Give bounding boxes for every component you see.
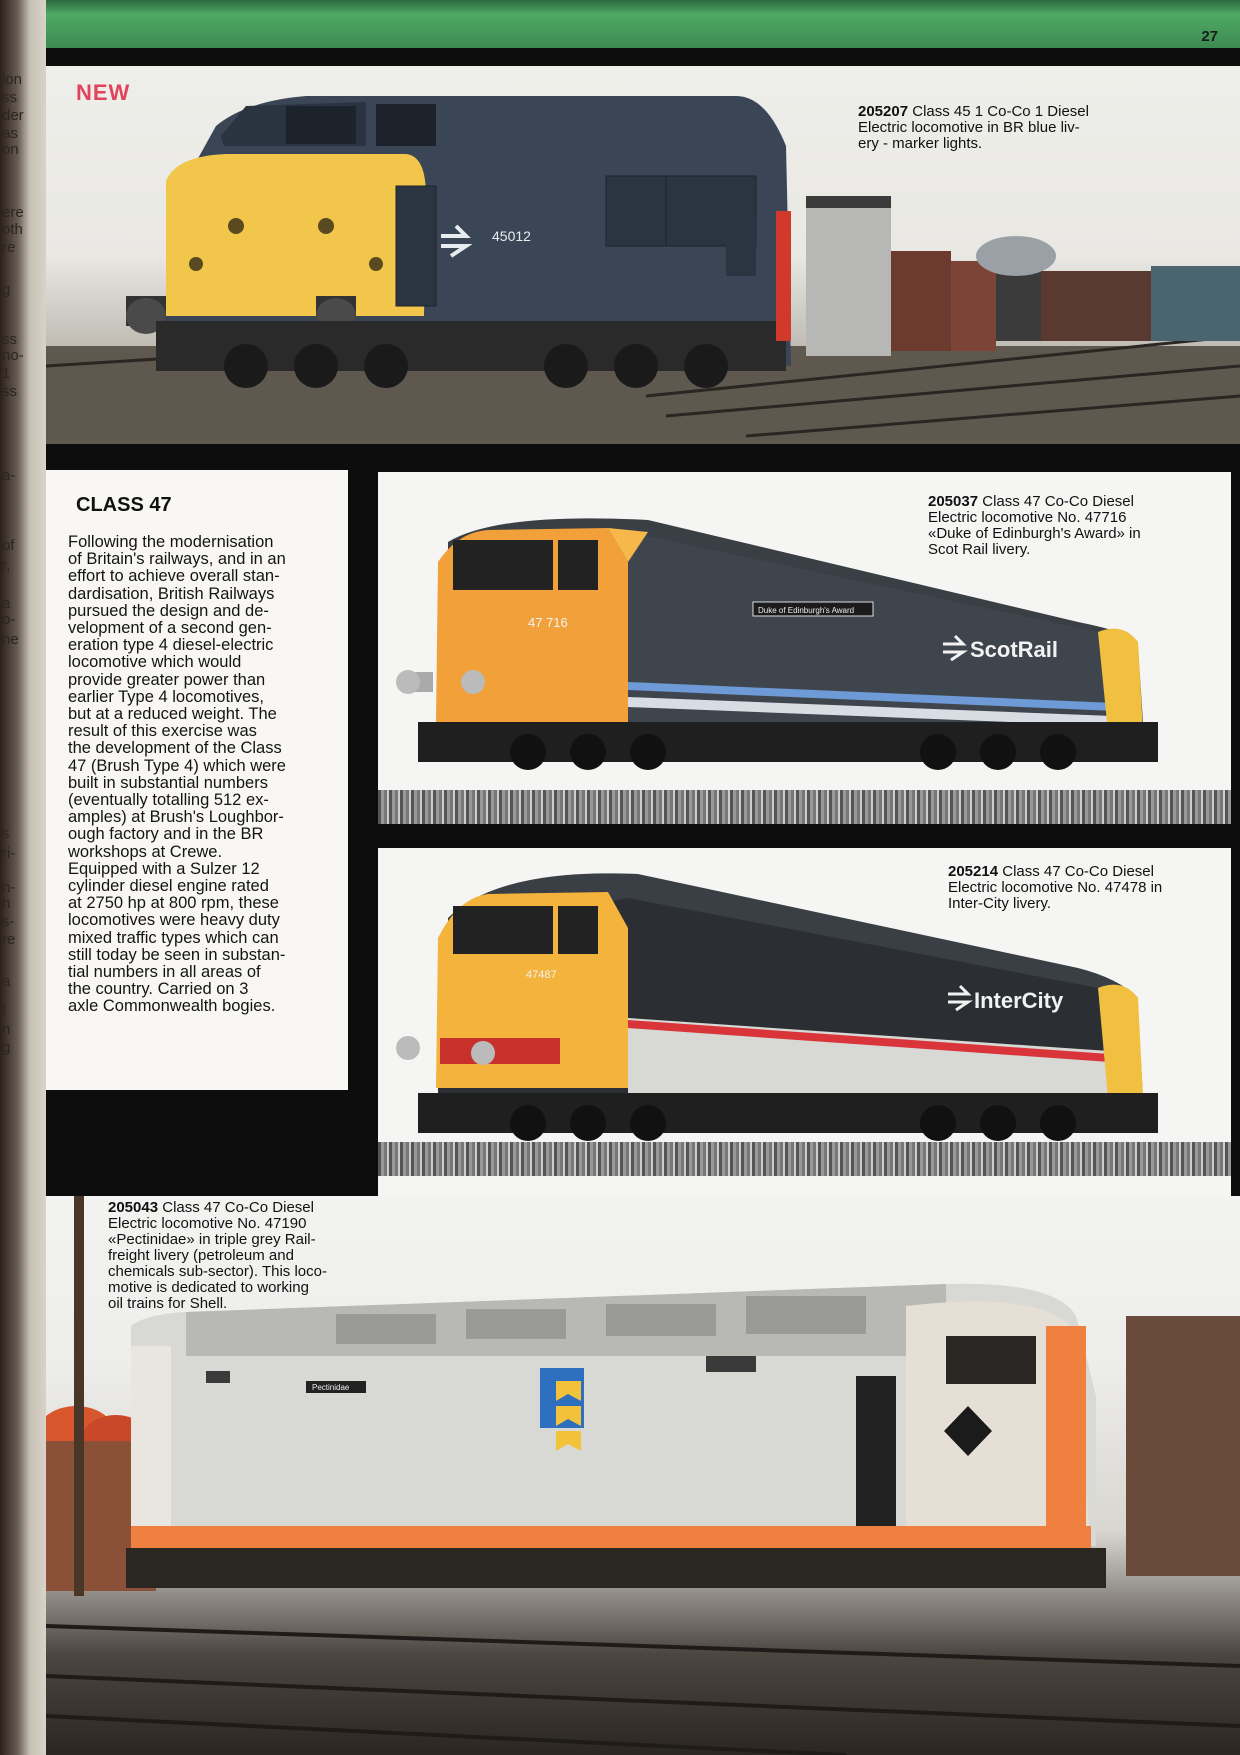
- caption-line: Electric locomotive No. 47478 in: [948, 879, 1163, 896]
- left-page-fragment: g: [2, 281, 11, 298]
- body-line: Equipped with a Sulzer 12: [68, 859, 260, 878]
- left-page-fragment: as: [2, 125, 18, 142]
- left-page-fragment: re: [2, 239, 16, 256]
- body-line: the country. Carried on 3: [68, 980, 249, 999]
- livery-logo-text: InterCity: [974, 988, 1064, 1013]
- section-heading: CLASS 47: [76, 494, 172, 516]
- caption-205207: [858, 104, 1158, 152]
- nameplate: Pectinidae: [312, 1383, 350, 1392]
- page-number: 27: [1201, 28, 1218, 45]
- left-page-fragment: ere: [2, 204, 24, 221]
- body-line: locomotive which would: [68, 653, 242, 672]
- left-page-fragment: a-: [2, 467, 16, 484]
- body-line: axle Commonwealth bogies.: [68, 997, 276, 1016]
- caption-205037: [928, 494, 1218, 558]
- loco-top-number: 45012: [492, 228, 531, 244]
- body-line: workshops at Crewe.: [68, 842, 223, 861]
- caption-205043: [108, 1200, 368, 1312]
- caption-line: Electric locomotive No. 47716: [928, 509, 1127, 526]
- left-page-fragment: ne: [2, 631, 19, 648]
- top-green-band: [46, 0, 1240, 48]
- body-line: ough factory and in the BR: [68, 825, 264, 844]
- body-line: still today be seen in substan-: [68, 945, 286, 964]
- left-page-fragment: a: [2, 595, 11, 612]
- body-line: eration type 4 diesel-electric: [68, 636, 274, 655]
- left-page-fragment: n-: [2, 879, 16, 896]
- left-page-fragment: s: [2, 825, 10, 842]
- left-page-fragment: h: [2, 895, 11, 912]
- body-line: but at a reduced weight. The: [68, 705, 277, 724]
- body-line: Following the modernisation: [68, 533, 274, 551]
- caption-code: 205207: [858, 103, 909, 120]
- caption-line: oil trains for Shell.: [108, 1295, 228, 1312]
- body-line: tial numbers in all areas of: [68, 963, 261, 982]
- caption-line: motive is dedicated to working: [108, 1279, 309, 1296]
- left-page-fragment: r,: [2, 557, 11, 574]
- caption-line: «Pectinidae» in triple grey Rail-: [108, 1231, 316, 1248]
- caption-line: Class 47 Co-Co Diesel: [162, 1199, 314, 1216]
- class-47-body: [68, 534, 340, 1016]
- loco-number: 47487: [526, 969, 557, 981]
- caption-line: «Duke of Edinburgh's Award» in: [928, 525, 1141, 542]
- left-page-fragment: a: [2, 973, 11, 990]
- left-page-fragment: ss: [2, 331, 17, 348]
- caption-line: Electric locomotive in BR blue liv-: [858, 119, 1080, 136]
- left-page-fragment: ss: [2, 383, 17, 400]
- left-page-fragment: on: [2, 141, 19, 158]
- caption-code: 205043: [108, 1199, 159, 1216]
- left-page-edge: [0, 0, 46, 1755]
- caption-line: Inter-City livery.: [948, 895, 1052, 912]
- left-page-fragment: of: [2, 537, 15, 554]
- caption-line: chemicals sub-sector). This loco-: [108, 1263, 327, 1280]
- caption-line: Class 45 1 Co-Co 1 Diesel: [912, 103, 1089, 120]
- left-page-fragment: s-: [2, 913, 15, 930]
- caption-205214: [948, 864, 1228, 912]
- body-line: provide greater power than: [68, 670, 266, 689]
- caption-line: Scot Rail livery.: [928, 541, 1031, 558]
- body-line: at 2750 hp at 800 rpm, these: [68, 894, 279, 913]
- left-page-fragment: t: [2, 1001, 7, 1018]
- body-line: cylinder diesel engine rated: [68, 877, 269, 896]
- caption-line: freight livery (petroleum and: [108, 1247, 294, 1264]
- caption-line: Class 47 Co-Co Diesel: [1002, 863, 1154, 880]
- left-page-fragment: ss: [2, 89, 17, 106]
- body-line: (eventually totalling 512 ex-: [68, 791, 269, 810]
- body-line: the development of the Class: [68, 739, 282, 758]
- left-page-fragment: der: [2, 107, 24, 124]
- livery-logo-text: ScotRail: [970, 637, 1059, 662]
- body-line: earlier Type 4 locomotives,: [68, 687, 264, 706]
- body-line: built in substantial numbers: [68, 773, 268, 792]
- new-badge: NEW: [76, 80, 131, 105]
- body-line: velopment of a second gen-: [68, 619, 272, 638]
- left-page-fragment: oth: [2, 221, 23, 238]
- left-page-fragment: ri-: [2, 845, 16, 862]
- left-page-fragment: o-: [2, 611, 16, 628]
- body-line: pursued the design and de-: [68, 601, 269, 620]
- left-page-fragment: no-: [2, 347, 24, 364]
- body-line: of Britain's railways, and in an: [68, 550, 286, 569]
- body-line: locomotives were heavy duty: [68, 911, 280, 930]
- caption-line: ery - marker lights.: [858, 135, 983, 152]
- body-line: result of this exercise was: [68, 722, 257, 741]
- loco-number: 47 716: [528, 615, 568, 630]
- caption-line: Class 47 Co-Co Diesel: [982, 493, 1134, 510]
- left-page-fragment: g: [2, 1039, 11, 1056]
- nameplate: Duke of Edinburgh's Award: [758, 606, 855, 615]
- left-page-fragment: re: [2, 931, 16, 948]
- left-page-fragment: ion: [2, 71, 23, 88]
- left-page-fragment: n: [2, 1021, 11, 1038]
- body-line: effort to achieve overall stan-: [68, 567, 280, 586]
- caption-code: 205214: [948, 863, 999, 880]
- body-line: amples) at Brush's Loughbor-: [68, 808, 284, 827]
- caption-code: 205037: [928, 493, 979, 510]
- left-page-fragment: 1: [2, 365, 11, 382]
- caption-line: Electric locomotive No. 47190: [108, 1215, 307, 1232]
- body-line: mixed traffic types which can: [68, 928, 279, 947]
- body-line: 47 (Brush Type 4) which were: [68, 756, 286, 775]
- body-line: dardisation, British Railways: [68, 584, 275, 603]
